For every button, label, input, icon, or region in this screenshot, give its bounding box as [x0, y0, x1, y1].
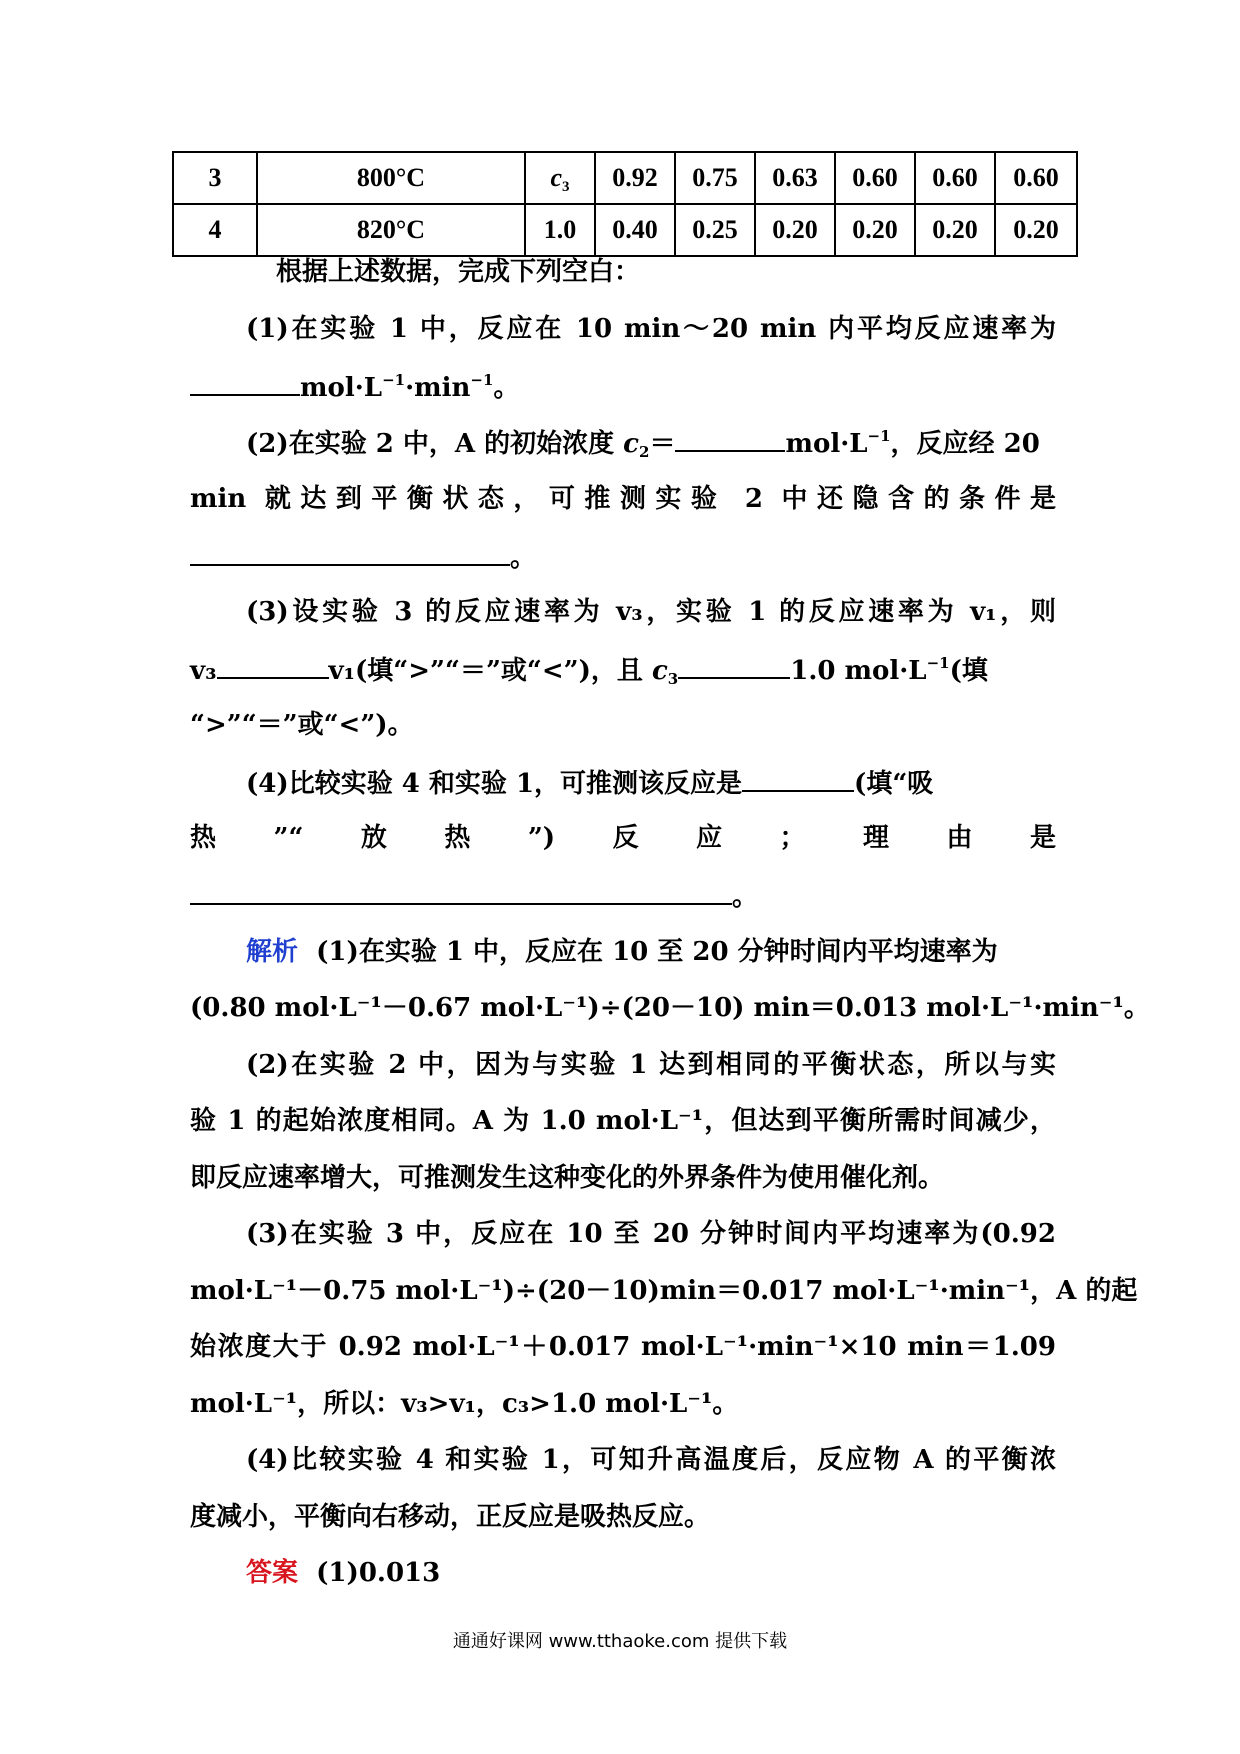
analysis-line-2: (0.80 mol·L⁻¹－0.67 mol·L⁻¹)÷(20－10) min＝0.013 mol·L⁻¹·min⁻¹。 [190, 993, 1150, 1023]
superscript: −1 [470, 371, 494, 389]
question-3-line-2 [190, 653, 1056, 688]
table-cell: 0.60 [995, 152, 1077, 204]
data-table [172, 151, 1078, 257]
question-4-line-1 [246, 766, 1056, 798]
answer-blank[interactable] [190, 540, 510, 566]
question-2-line-2: min 就达到平衡状态，可推测实验 2 中还隐含的条件是 [190, 484, 1056, 514]
table-cell: 0.63 [755, 152, 835, 204]
equals-sign: ＝ [649, 429, 676, 459]
unit-text: ·min [405, 373, 471, 403]
answer-line [246, 1557, 1056, 1589]
table-cell: 0.20 [995, 204, 1077, 256]
analysis-line-11: 度减小，平衡向右移动，正反应是吸热反应。 [190, 1502, 711, 1532]
analysis-label: 解析 [246, 937, 299, 967]
footer-text: 通通好课网 www.tthaoke.com 提供下载 [452, 1631, 788, 1652]
answer-blank[interactable] [190, 370, 300, 396]
answer-blank[interactable] [742, 766, 854, 792]
analysis-text: (1)在实验 1 中，反应在 10 至 20 分钟时间内平均速率为 [316, 937, 998, 967]
punctuation: 。 [493, 373, 520, 403]
table-row [173, 204, 1077, 256]
analysis-line-3: (2)在实验 2 中，因为与实验 1 达到相同的平衡状态，所以与实 [246, 1050, 1056, 1080]
punctuation: 。 [510, 543, 537, 573]
temperature-cell: 800°C [257, 152, 525, 204]
table-cell: 0.92 [595, 152, 675, 204]
unit-text: 1.0 mol·L [790, 656, 927, 686]
answer-blank[interactable] [675, 426, 785, 452]
answer-blank[interactable] [217, 653, 329, 679]
table-cell: 0.20 [915, 204, 995, 256]
c-subscript: 3 [562, 179, 570, 195]
c-variable: c [651, 656, 668, 686]
punctuation: 。 [732, 882, 759, 912]
question-3-line-3: “>”“＝”或“<”)。 [190, 710, 414, 740]
analysis-line-9: mol·L⁻¹，所以：v₃>v₁，c₃>1.0 mol·L⁻¹。 [190, 1389, 739, 1419]
question-1-line-2 [190, 370, 1056, 402]
c-variable: c [550, 163, 563, 192]
table-cell: 0.20 [755, 204, 835, 256]
superscript: −1 [926, 654, 950, 672]
analysis-line-10: (4)比较实验 4 和实验 1，可知升高温度后，反应物 A 的平衡浓 [246, 1445, 1056, 1475]
table-cell: 0.25 [675, 204, 755, 256]
question-text: v₁(填“>”“＝”或“<”)，且 [328, 656, 652, 686]
answer-blank[interactable] [678, 653, 790, 679]
unit-text: mol·L [300, 373, 383, 403]
table-cell: 0.40 [595, 204, 675, 256]
initial-concentration-cell: 1.0 [525, 204, 595, 256]
table-cell: 0.60 [835, 152, 915, 204]
analysis-line-4: 验 1 的起始浓度相同。A 为 1.0 mol·L⁻¹，但达到平衡所需时间减少， [190, 1106, 1056, 1136]
question-text: (4)比较实验 4 和实验 1，可推测该反应是 [246, 769, 743, 799]
question-text: ，反应经 20 [890, 429, 1040, 459]
experiment-number: 3 [173, 152, 257, 204]
table-cell: 0.60 [915, 152, 995, 204]
temperature-cell: 820°C [257, 204, 525, 256]
analysis-line-6: (3)在实验 3 中，反应在 10 至 20 分钟时间内平均速率为(0.92 [246, 1219, 1056, 1249]
analysis-line-5: 即反应速率增大，可推测发生这种变化的外界条件为使用催化剂。 [190, 1163, 945, 1193]
question-1-line-1: (1)在实验 1 中，反应在 10 min～20 min 内平均反应速率为 [246, 314, 1056, 344]
initial-concentration-cell [525, 152, 595, 204]
question-4-line-2: 热”“放热”)反应；理由是 [190, 823, 1056, 853]
question-2-line-3 [190, 540, 1056, 572]
question-text: (填 [949, 656, 988, 686]
question-text: (2)在实验 2 中，A 的初始浓度 [246, 429, 624, 459]
v3-symbol: v₃ [190, 656, 217, 686]
unit-text: mol·L [785, 429, 868, 459]
c-subscript: 2 [639, 443, 650, 461]
table-cell: 0.20 [835, 204, 915, 256]
c-subscript: 3 [667, 670, 679, 688]
answer-text: (1)0.013 [316, 1558, 441, 1588]
superscript: −1 [867, 427, 891, 445]
answer-blank[interactable] [190, 879, 732, 905]
intro-text: 根据上述数据，完成下列空白： [276, 257, 641, 287]
analysis-line-7: mol·L⁻¹－0.75 mol·L⁻¹)÷(20－10)min＝0.017 mol·L⁻¹·min⁻¹，A 的起 [190, 1276, 1138, 1306]
experiment-number: 4 [173, 204, 257, 256]
table-cell: 0.75 [675, 152, 755, 204]
question-text: (填“吸 [854, 769, 934, 799]
c-variable: c [623, 429, 640, 459]
superscript: −1 [382, 371, 406, 389]
table-row [173, 152, 1077, 204]
question-4-line-3 [190, 879, 1056, 911]
answer-label: 答案 [246, 1558, 299, 1588]
analysis-line-1 [246, 936, 1056, 968]
question-3-line-1: (3)设实验 3 的反应速率为 v₃，实验 1 的反应速率为 v₁，则 [246, 597, 1056, 627]
analysis-line-8: 始浓度大于 0.92 mol·L⁻¹＋0.017 mol·L⁻¹·min⁻¹×10 min＝1.09 [190, 1332, 1056, 1362]
question-2-line-1 [246, 426, 1056, 461]
